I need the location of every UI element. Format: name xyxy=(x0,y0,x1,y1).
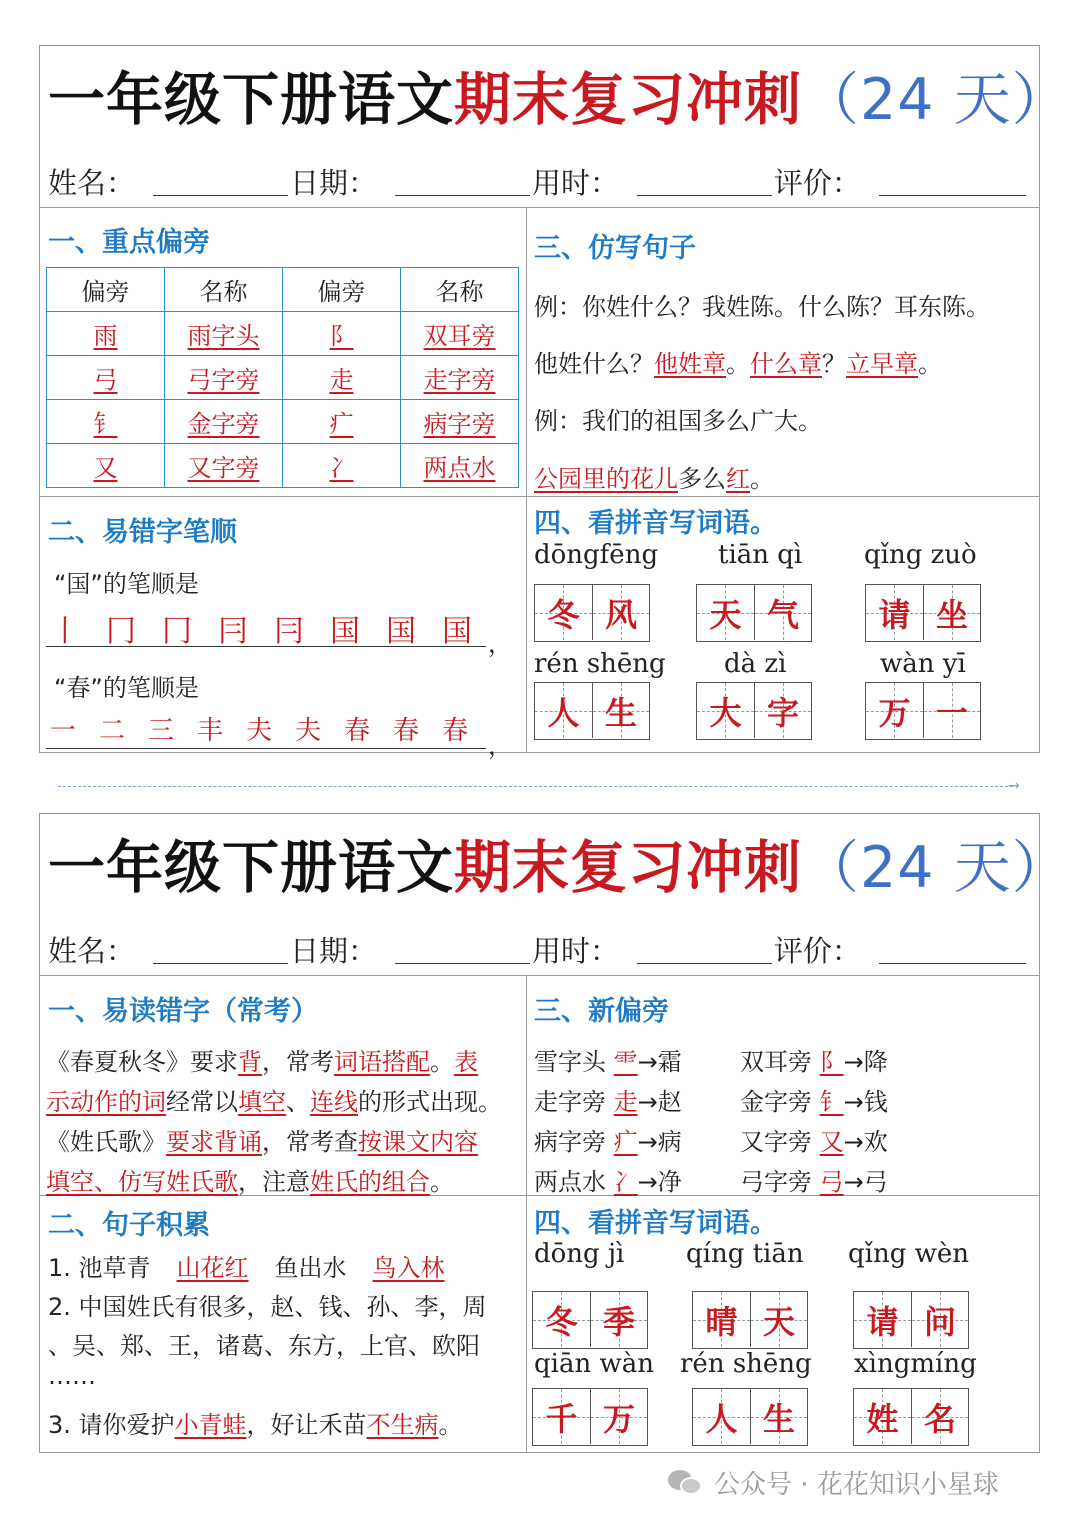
divider xyxy=(40,207,1039,208)
pinyin-label: dōngfēng xyxy=(534,540,659,570)
table-header: 名称 xyxy=(401,268,519,312)
tianzige-box[interactable] xyxy=(853,1388,969,1446)
divider xyxy=(526,975,527,1452)
name-blank[interactable] xyxy=(153,963,288,964)
watermark xyxy=(668,1462,999,1502)
answer-char: 姓 xyxy=(866,1399,899,1438)
stroke-step: 二 xyxy=(99,716,126,746)
text-part: ，常考 xyxy=(262,1048,334,1076)
answer-char: 冬 xyxy=(547,595,580,634)
stroke-step: 春 xyxy=(344,716,371,746)
text-line: 2. 中国姓氏有很多，赵、钱、孙、李，周 xyxy=(48,1293,487,1321)
table-cell: 金字旁 xyxy=(165,400,283,444)
section-heading-new-radicals: 三、新偏旁 xyxy=(534,996,669,1027)
highlight-text: 填空 xyxy=(238,1088,286,1116)
poem-line xyxy=(48,1248,445,1283)
watermark-text: 公众号 · 花花知识小星球 xyxy=(714,1469,999,1500)
text-part: 3. 请你爱护 xyxy=(48,1411,175,1439)
time-blank[interactable] xyxy=(637,963,772,964)
divider xyxy=(526,207,527,752)
stroke-step: 丰 xyxy=(197,716,224,746)
table-header: 偏旁 xyxy=(283,268,401,312)
tianzige-box[interactable] xyxy=(692,1388,808,1446)
text-part: 。 xyxy=(438,1411,463,1439)
name-label: 姓名： xyxy=(48,934,136,968)
tianzige-box[interactable] xyxy=(532,1291,648,1349)
table-cell: 阝 xyxy=(283,312,401,356)
sentence-part: 。 xyxy=(918,350,942,378)
section-heading-stroke-order: 二、易错字笔顺 xyxy=(48,517,237,548)
radical: 弓 xyxy=(819,1168,844,1196)
answer-char: 坐 xyxy=(935,595,968,634)
table-cell: 又字旁 xyxy=(165,444,283,488)
name-label: 姓名： xyxy=(48,166,136,200)
radical-name: 金字旁 xyxy=(740,1088,812,1116)
table-row xyxy=(47,400,519,444)
text-part: ，好让禾苗 xyxy=(246,1411,367,1439)
stroke-step: 冃 xyxy=(274,614,304,649)
text-part: 1. 池草青 xyxy=(48,1254,151,1282)
table-cell: 走 xyxy=(283,356,401,400)
tianzige-box[interactable] xyxy=(532,1388,648,1446)
worksheet-title xyxy=(48,60,1070,140)
table-cell: 两点水 xyxy=(401,444,519,488)
pinyin-label: qǐng wèn xyxy=(848,1239,969,1269)
stroke-step: 国 xyxy=(442,614,472,649)
example-sentence: 例：我们的祖国多么广大。 xyxy=(534,407,822,435)
radical-name: 两点水 xyxy=(534,1168,606,1196)
answer-blank: 他姓章 xyxy=(654,350,726,378)
title-part-black: 一年级下册语文 xyxy=(48,835,454,901)
radical: 疒 xyxy=(613,1128,638,1156)
dashed-divider xyxy=(58,786,1013,787)
stroke-step: 春 xyxy=(393,716,420,746)
answer-blank: 鸟入林 xyxy=(372,1254,445,1282)
stroke-step: 国 xyxy=(330,614,360,649)
answer-blank: 红 xyxy=(726,465,750,493)
radical-item xyxy=(740,1162,888,1197)
section-heading-pinyin: 四、看拼音写词语。 xyxy=(534,1208,777,1239)
answer-char: 一 xyxy=(935,693,968,732)
date-blank[interactable] xyxy=(395,195,530,196)
comma: ， xyxy=(488,732,512,760)
radical-item xyxy=(534,1082,682,1117)
highlight-text: 要求背诵 xyxy=(166,1128,262,1156)
answer-char: 天 xyxy=(762,1302,795,1341)
answer-char: 问 xyxy=(923,1302,956,1341)
table-header: 名称 xyxy=(165,268,283,312)
date-label: 日期： xyxy=(289,166,377,200)
table-cell: 钅 xyxy=(47,400,165,444)
text-part: 鱼出水 xyxy=(274,1254,347,1282)
comma: ， xyxy=(488,630,512,658)
table-row xyxy=(47,356,519,400)
stroke-sequence xyxy=(50,606,498,650)
date-label: 日期： xyxy=(289,934,377,968)
text-part: 。 xyxy=(430,1168,454,1196)
answer-char: 名 xyxy=(923,1399,956,1438)
pinyin-label: qíng tiān xyxy=(686,1239,804,1269)
stroke-step: 三 xyxy=(148,716,175,746)
wechat-icon xyxy=(668,1468,704,1496)
highlight-text: 表 xyxy=(454,1048,478,1076)
answer-char: 请 xyxy=(866,1302,899,1341)
radical: ⻗ xyxy=(613,1048,638,1076)
time-blank[interactable] xyxy=(637,195,772,196)
highlight-text: 填空、仿写姓氏歌 xyxy=(46,1168,238,1196)
highlight-text: 词语搭配 xyxy=(334,1048,430,1076)
pinyin-label: qǐng zuò xyxy=(864,540,977,570)
table-cell: 弓 xyxy=(47,356,165,400)
tianzige-box[interactable] xyxy=(853,1291,969,1349)
example-sentence: 例：你姓什么？我姓陈。什么陈？耳东陈。 xyxy=(534,293,990,321)
radical-item xyxy=(740,1082,888,1117)
radical-item xyxy=(740,1122,888,1157)
table-cell: 病字旁 xyxy=(401,400,519,444)
radical-name: 又字旁 xyxy=(740,1128,812,1156)
answer-char: 人 xyxy=(705,1399,738,1438)
answer-char: 天 xyxy=(709,595,742,634)
pinyin-label: xìngmíng xyxy=(854,1349,977,1379)
answer-char: 季 xyxy=(602,1302,635,1341)
answer-char: 冬 xyxy=(545,1302,578,1341)
sentence-part: 。 xyxy=(750,465,774,493)
radical-item xyxy=(534,1162,682,1197)
title-part-blue: （24 天） xyxy=(802,67,1070,133)
divider xyxy=(40,975,1039,976)
stroke-step: 丨 xyxy=(50,614,80,649)
date-blank[interactable] xyxy=(395,963,530,964)
stroke-step: 夫 xyxy=(246,716,273,746)
name-blank[interactable] xyxy=(153,195,288,196)
pinyin-label: rén shēng xyxy=(534,649,666,679)
text-line: …… xyxy=(48,1362,96,1390)
arrow-icon: → xyxy=(1008,778,1020,794)
answer-char: 风 xyxy=(604,595,637,634)
answer-char: 晴 xyxy=(705,1302,738,1341)
stroke-sequence xyxy=(50,710,494,747)
section-heading-misread: 一、易读错字（常考） xyxy=(48,996,318,1027)
radical-example: →净 xyxy=(637,1168,682,1196)
radical: 冫 xyxy=(613,1168,638,1196)
answer-blank: 什么章 xyxy=(750,350,822,378)
radical-example: →赵 xyxy=(637,1088,682,1116)
title-part-black: 一年级下册语文 xyxy=(48,67,454,133)
pinyin-label: wàn yī xyxy=(880,649,966,679)
divider xyxy=(40,496,1039,497)
radical: 又 xyxy=(819,1128,844,1156)
table-cell: 双耳旁 xyxy=(401,312,519,356)
answer-blank: 小青蛙 xyxy=(174,1411,247,1439)
pinyin-label: rén shēng xyxy=(680,1349,812,1379)
pinyin-label: dōng jì xyxy=(534,1239,625,1269)
stroke-step: 夫 xyxy=(295,716,322,746)
radical: 钅 xyxy=(819,1088,844,1116)
answer-char: 请 xyxy=(878,595,911,634)
eval-label: 评价： xyxy=(773,934,861,968)
highlight-text: 连线 xyxy=(310,1088,358,1116)
section-heading-pinyin: 四、看拼音写词语。 xyxy=(534,508,777,539)
stroke-step: 冂 xyxy=(106,614,136,649)
info-row xyxy=(48,926,1028,970)
text-part: 、 xyxy=(286,1088,310,1116)
section-heading-sentences: 二、句子积累 xyxy=(48,1210,210,1241)
worksheet-2 xyxy=(39,813,1070,1453)
sentence-part: 他姓什么？ xyxy=(534,350,654,378)
worksheet-1 xyxy=(39,45,1070,760)
title-part-red: 期末复习冲刺 xyxy=(454,67,802,133)
title-part-red: 期末复习冲刺 xyxy=(454,835,802,901)
text-part: 的形式出现。 xyxy=(358,1088,502,1116)
answer-char: 字 xyxy=(766,693,799,732)
radical: 阝 xyxy=(819,1048,844,1076)
pinyin-label: qiān wàn xyxy=(534,1349,654,1379)
sentence-part: ？ xyxy=(822,350,846,378)
radical-item xyxy=(534,1042,682,1077)
stroke-question: “国”的笔顺是 xyxy=(54,570,199,598)
answer-line xyxy=(46,646,486,647)
answer-blank: 公园里的花儿 xyxy=(534,465,678,493)
radical-example: →降 xyxy=(843,1048,888,1076)
table-cell: 走字旁 xyxy=(401,356,519,400)
radical: 走 xyxy=(613,1088,638,1116)
table-cell: 疒 xyxy=(283,400,401,444)
table-cell: 雨字头 xyxy=(165,312,283,356)
table-row xyxy=(47,444,519,488)
radical-example: →钱 xyxy=(843,1088,888,1116)
answer-char: 万 xyxy=(878,693,911,732)
answer-char: 千 xyxy=(545,1399,578,1438)
section-heading-sentence: 三、仿写句子 xyxy=(534,233,696,264)
paragraph-line xyxy=(46,1082,502,1117)
eval-blank[interactable] xyxy=(879,963,1026,964)
answer-blank: 立早章 xyxy=(846,350,918,378)
text-line xyxy=(48,1405,463,1440)
answer-char: 大 xyxy=(709,693,742,732)
tianzige-box[interactable] xyxy=(534,584,650,642)
radical-example: →霜 xyxy=(637,1048,682,1076)
text-part: ，常考查 xyxy=(262,1128,358,1156)
paragraph-line xyxy=(46,1122,478,1157)
radical-example: →欢 xyxy=(843,1128,888,1156)
text-part: 经常以 xyxy=(166,1088,238,1116)
text-line: 、吴、郑、王，诸葛、东方，上官、欧阳 xyxy=(48,1332,480,1360)
answer-char: 生 xyxy=(762,1399,795,1438)
time-label: 用时： xyxy=(531,166,619,200)
tianzige-box[interactable] xyxy=(696,682,812,740)
answer-char: 气 xyxy=(766,595,799,634)
text-part: 《姓氏歌》 xyxy=(46,1128,166,1156)
stroke-step: 冃 xyxy=(218,614,248,649)
text-part: 。 xyxy=(430,1048,454,1076)
highlight-text: 姓氏的组合 xyxy=(310,1168,430,1196)
table-cell: 雨 xyxy=(47,312,165,356)
radical-table xyxy=(46,267,519,488)
tianzige-box[interactable] xyxy=(865,584,981,642)
stroke-step: 冂 xyxy=(162,614,192,649)
answer-line xyxy=(46,748,486,749)
radical-name: 病字旁 xyxy=(534,1128,606,1156)
highlight-text: 按课文内容 xyxy=(358,1128,478,1156)
answer-sentence xyxy=(534,459,774,494)
radical-name: 雪字头 xyxy=(534,1048,606,1076)
radical-example: →弓 xyxy=(843,1168,888,1196)
pinyin-label: tiān qì xyxy=(718,540,803,570)
table-cell: 弓字旁 xyxy=(165,356,283,400)
answer-char: 万 xyxy=(602,1399,635,1438)
title-part-blue: （24 天） xyxy=(802,835,1070,901)
stroke-question: “春”的笔顺是 xyxy=(54,674,199,702)
answer-char: 人 xyxy=(547,693,580,732)
radical-name: 双耳旁 xyxy=(740,1048,812,1076)
highlight-text: 背 xyxy=(238,1048,262,1076)
section-heading-radicals: 一、重点偏旁 xyxy=(48,227,210,258)
answer-blank: 不生病 xyxy=(366,1411,439,1439)
table-cell: 冫 xyxy=(283,444,401,488)
answer-sentence xyxy=(534,344,942,379)
stroke-step: 国 xyxy=(386,614,416,649)
text-part: ，注意 xyxy=(238,1168,310,1196)
radical-item xyxy=(534,1122,682,1157)
worksheet-title xyxy=(48,828,1070,908)
pinyin-label: dà zì xyxy=(724,649,787,679)
tianzige-box[interactable] xyxy=(696,584,812,642)
stroke-step: 春 xyxy=(442,716,469,746)
eval-blank[interactable] xyxy=(879,195,1026,196)
stroke-step: 一 xyxy=(50,716,77,746)
radical-name: 弓字旁 xyxy=(740,1168,812,1196)
text-part: 《春夏秋冬》要求 xyxy=(46,1048,238,1076)
radical-example: →病 xyxy=(637,1128,682,1156)
paragraph-line xyxy=(46,1162,454,1197)
tianzige-box[interactable] xyxy=(534,682,650,740)
paragraph-line xyxy=(46,1042,478,1077)
table-header: 偏旁 xyxy=(47,268,165,312)
table-cell: 又 xyxy=(47,444,165,488)
answer-blank: 山花红 xyxy=(176,1254,249,1282)
tianzige-box[interactable] xyxy=(692,1291,808,1349)
radical-item xyxy=(740,1042,888,1077)
sentence-part: 。 xyxy=(726,350,750,378)
eval-label: 评价： xyxy=(773,166,861,200)
highlight-text: 示动作的词 xyxy=(46,1088,166,1116)
tianzige-box[interactable] xyxy=(865,682,981,740)
radical-name: 走字旁 xyxy=(534,1088,606,1116)
answer-char: 生 xyxy=(604,693,637,732)
sentence-part: 多么 xyxy=(678,465,726,493)
time-label: 用时： xyxy=(531,934,619,968)
table-row xyxy=(47,312,519,356)
info-row xyxy=(48,158,1028,202)
